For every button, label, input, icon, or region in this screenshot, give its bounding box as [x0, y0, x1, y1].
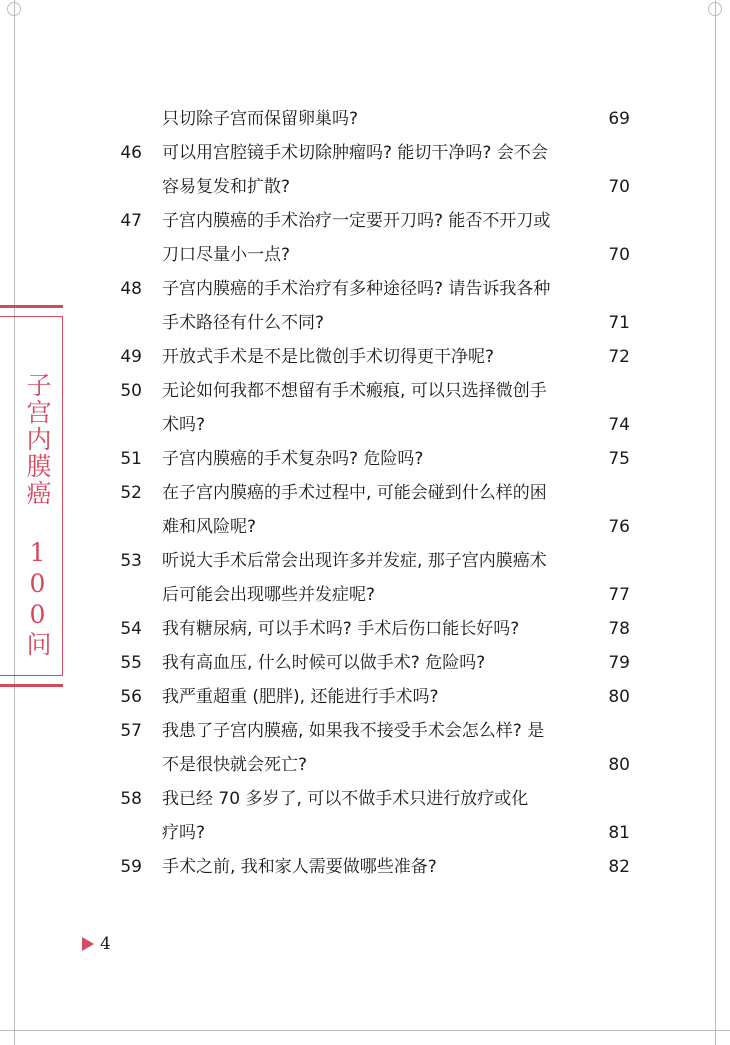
dot-leader — [227, 408, 593, 442]
toc-entry-title: 我有高血压, 什么时候可以做手术? 危险吗? — [162, 653, 486, 673]
toc-entry-page: 74 — [608, 415, 630, 435]
dot-leader — [507, 646, 597, 680]
toc-entry[interactable] — [0, 544, 730, 578]
toc-entry-page: 80 — [608, 687, 630, 707]
toc-entry[interactable] — [0, 238, 730, 272]
toc-entry-title: 手术路径有什么不同? — [162, 313, 325, 333]
dot-leader — [461, 680, 593, 714]
toc-entry[interactable] — [0, 306, 730, 340]
toc-entry-number: 53 — [120, 551, 142, 571]
toc-entry-page: 80 — [608, 755, 630, 775]
toc-entry-title: 我严重超重 (肥胖), 还能进行手术吗? — [162, 687, 439, 707]
toc-entry-page: 81 — [608, 823, 630, 843]
toc-entry[interactable] — [0, 170, 730, 204]
toc-entry-title: 在子宫内膜癌的手术过程中, 可能会碰到什么样的困 — [162, 483, 547, 503]
toc-entry-title: 容易复发和扩散? — [162, 177, 291, 197]
dot-leader — [459, 850, 597, 884]
toc-entry[interactable] — [0, 340, 730, 374]
dot-leader — [227, 816, 593, 850]
toc-entry[interactable] — [0, 646, 730, 680]
toc-entry-number: 47 — [120, 211, 142, 231]
page-footer — [82, 932, 111, 956]
toc-entry-title: 可以用宫腔镜手术切除肿瘤吗? 能切干净吗? 会不会 — [162, 143, 548, 163]
toc-entry[interactable] — [0, 442, 730, 476]
side-title: 子宫内膜癌 100问 — [23, 372, 52, 658]
toc-entry-title: 子宫内膜癌的手术治疗一定要开刀吗? 能否不开刀或 — [162, 211, 551, 231]
toc-entry-title: 疗吗? — [162, 823, 206, 843]
toc-entry-number: 54 — [120, 619, 142, 639]
crop-line-bottom — [0, 1030, 730, 1031]
toc-entry[interactable] — [0, 374, 730, 408]
toc-entry-title: 刀口尽量小一点? — [162, 245, 291, 265]
toc-entry-page: 76 — [608, 517, 630, 537]
toc-entry[interactable] — [0, 714, 730, 748]
toc-entry-title: 子宫内膜癌的手术治疗有多种途径吗? 请告诉我各种 — [162, 279, 551, 299]
toc-entry[interactable] — [0, 102, 730, 136]
toc-entry-number: 49 — [120, 347, 142, 367]
toc-entry-page: 69 — [608, 109, 630, 129]
toc-entry-number: 58 — [120, 789, 142, 809]
toc-entry-page: 71 — [608, 313, 630, 333]
toc-entry-number: 57 — [120, 721, 142, 741]
toc-entry-page: 70 — [608, 245, 630, 265]
toc-entry-number: 55 — [120, 653, 142, 673]
toc-entry-page: 78 — [608, 619, 630, 639]
dot-leader — [380, 102, 596, 136]
toc-entry-page: 75 — [608, 449, 630, 469]
toc-entry[interactable] — [0, 680, 730, 714]
toc-entry-number: 48 — [120, 279, 142, 299]
toc-entry-title: 手术之前, 我和家人需要做哪些准备? — [162, 857, 437, 877]
dot-leader — [312, 170, 594, 204]
toc-entry[interactable] — [0, 816, 730, 850]
toc-entry-number: 50 — [120, 381, 142, 401]
dot-leader — [329, 748, 593, 782]
toc-entry-title: 我有糖尿病, 可以手术吗? 手术后伤口能长好吗? — [162, 619, 520, 639]
toc-entry[interactable] — [0, 850, 730, 884]
page-number: 4 — [100, 934, 111, 954]
toc-entry[interactable] — [0, 272, 730, 306]
dot-leader — [278, 510, 596, 544]
toc-entry[interactable] — [0, 578, 730, 612]
toc-entry[interactable] — [0, 782, 730, 816]
dot-leader — [312, 238, 594, 272]
toc-entry[interactable] — [0, 510, 730, 544]
toc-entry-title: 难和风险呢? — [162, 517, 257, 537]
toc-entry-title: 后可能会出现哪些并发症呢? — [162, 585, 376, 605]
toc-entry-title: 我已经 70 多岁了, 可以不做手术只进行放疗或化 — [162, 789, 529, 809]
toc-entry-title: 只切除子宫而保留卵巢吗? — [162, 109, 359, 129]
toc-entry-title: 不是很快就会死亡? — [162, 755, 308, 775]
dot-leader — [541, 612, 595, 646]
toc-entry[interactable] — [0, 204, 730, 238]
toc-entry-number: 59 — [120, 857, 142, 877]
dot-leader — [397, 578, 595, 612]
toc-entry[interactable] — [0, 408, 730, 442]
dot-leader — [346, 306, 598, 340]
toc-entry-title: 听说大手术后常会出现许多并发症, 那子宫内膜癌术 — [162, 551, 547, 571]
toc-entry-page: 82 — [608, 857, 630, 877]
toc-entry-page: 77 — [608, 585, 630, 605]
toc-entry[interactable] — [0, 136, 730, 170]
toc-entry-title: 无论如何我都不想留有手术瘢痕, 可以只选择微创手 — [162, 381, 547, 401]
toc-entry-page: 72 — [608, 347, 630, 367]
toc-entry[interactable] — [0, 612, 730, 646]
registration-mark-icon — [708, 2, 722, 16]
toc-entry-number: 56 — [120, 687, 142, 707]
toc-entry-title: 我患了子宫内膜癌, 如果我不接受手术会怎么样? 是 — [162, 721, 545, 741]
registration-mark-icon — [7, 2, 21, 16]
toc-entry-number: 52 — [120, 483, 142, 503]
toc-entry-page: 79 — [608, 653, 630, 673]
toc-entry-number: 51 — [120, 449, 142, 469]
toc-entry[interactable] — [0, 748, 730, 782]
dot-leader — [516, 340, 594, 374]
triangle-marker-icon — [82, 937, 94, 951]
dot-leader — [445, 442, 595, 476]
toc-entry-title: 子宫内膜癌的手术复杂吗? 危险吗? — [162, 449, 424, 469]
toc-entry-number: 46 — [120, 143, 142, 163]
toc-entry-title: 术吗? — [162, 415, 206, 435]
toc-entry[interactable] — [0, 476, 730, 510]
toc-entry-title: 开放式手术是不是比微创手术切得更干净呢? — [162, 347, 495, 367]
toc-entry-page: 70 — [608, 177, 630, 197]
